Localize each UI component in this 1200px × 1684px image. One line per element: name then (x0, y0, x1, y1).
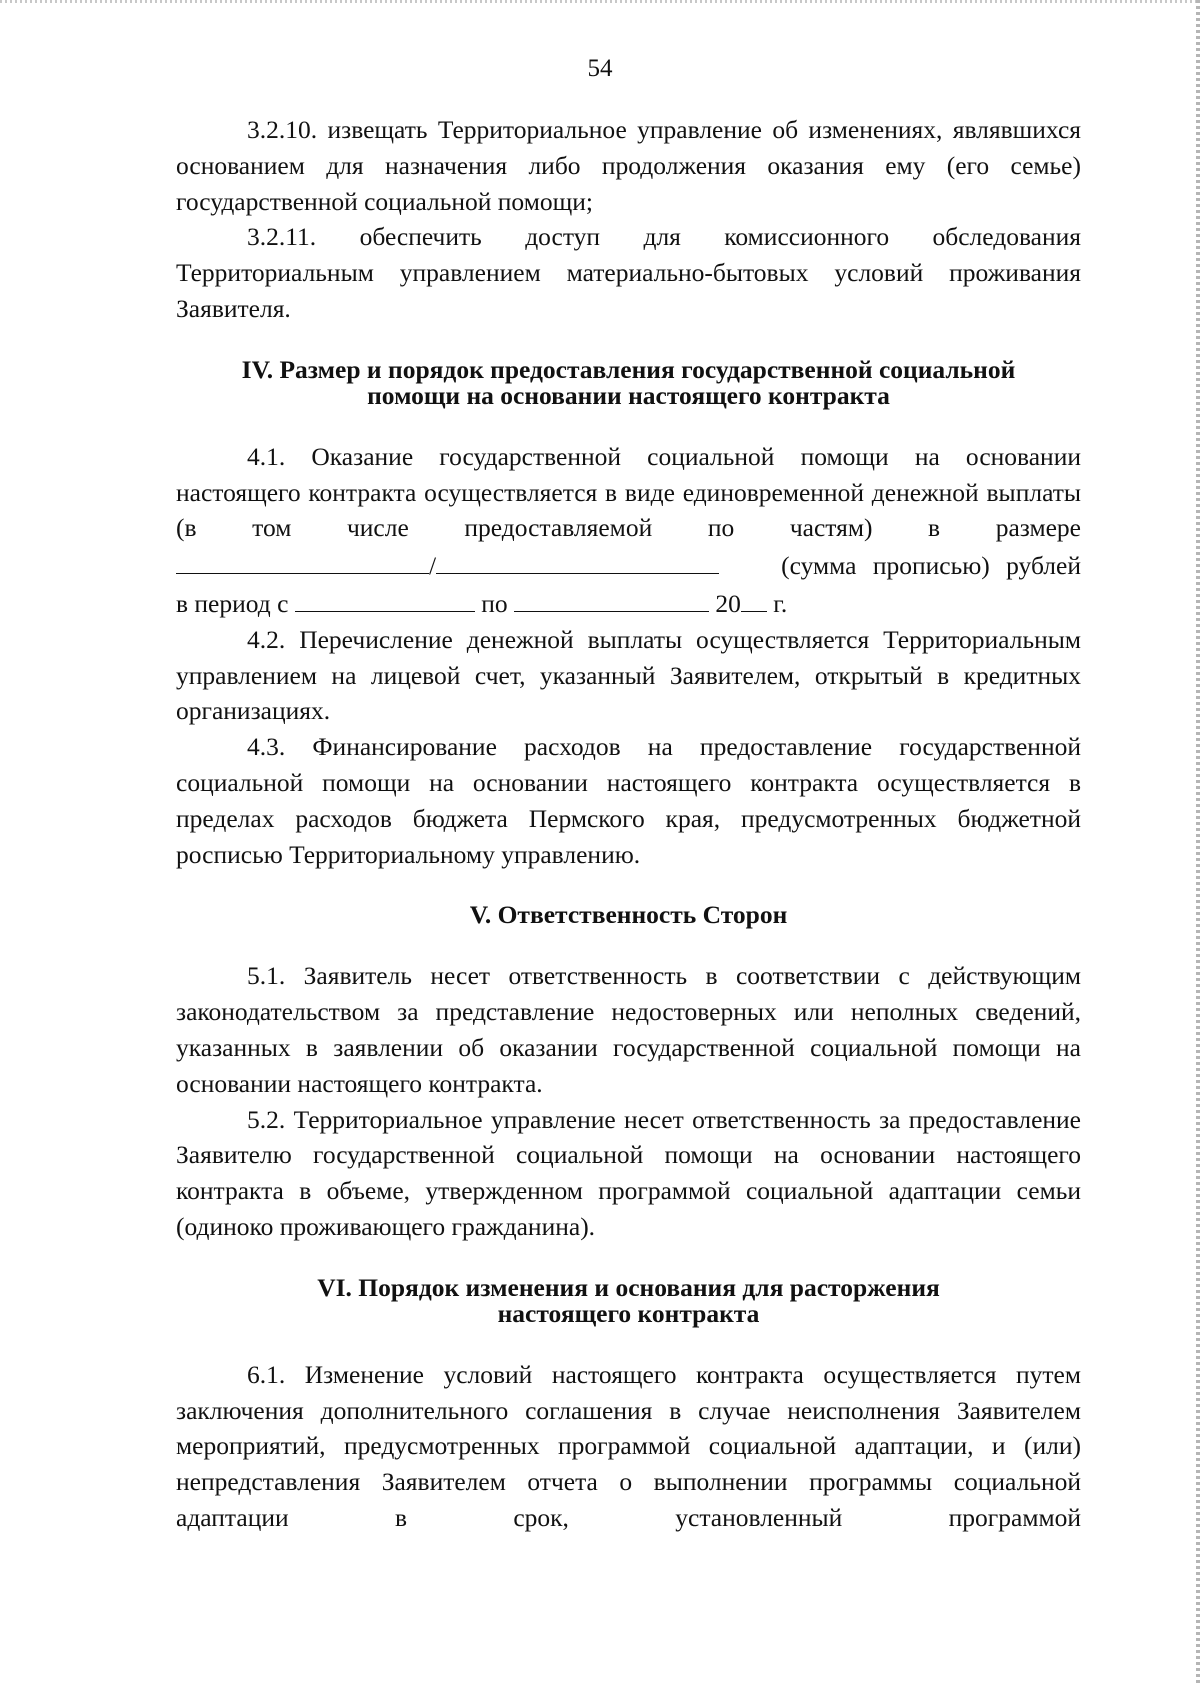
year-suffix: г. (773, 588, 788, 618)
clause-3-2-11: 3.2.11. обеспечить доступ для комиссионного обследования Территориальным управлением материально-бытовых условий проживания Заявителя. (176, 222, 1081, 323)
section-4-heading-line1: IV. Размер и порядок предоставления государственной социальной (241, 354, 1016, 384)
section-4-heading (176, 354, 1081, 410)
amount-digits-blank[interactable] (176, 546, 429, 574)
amount-slash: / (429, 551, 437, 581)
period-to-label: по (481, 588, 508, 618)
year-prefix: 20 (715, 588, 741, 618)
year-blank[interactable] (741, 584, 767, 612)
clause-5-1: 5.1. Заявитель несет ответственность в соответствии с действующим законодательством за представление недостоверных или неполных сведений, указанных в заявлении об оказании государственной социальной помощи на основании настоящего контракта. (176, 961, 1081, 1098)
section-5-heading: V. Ответственность Сторон (469, 900, 788, 930)
clause-6-1: 6.1. Изменение условий настоящего контракта осуществляется путем заключения дополнительного соглашения в случае неисполнения Заявителем мероприятий, предусмотренных программой социальной адаптации, и (или) непредставления Заявителем отчета о выполнении программы социальной адаптации в срок, установленный программой (176, 1359, 1081, 1532)
scan-edge-right (1196, 0, 1200, 1684)
clause-3-2-10: 3.2.10. извещать Территориальное управление об изменениях, являвшихся основанием для назначения либо продолжения оказания ему (его семье) государственной социальной помощи; (176, 115, 1081, 216)
period-from-blank[interactable] (295, 584, 475, 612)
period-to-blank[interactable] (514, 584, 709, 612)
period-from-label: в период с (176, 588, 289, 618)
clause-4-1 (176, 439, 1081, 622)
amount-words-label: (сумма прописью) рублей (781, 551, 1081, 581)
clause-5-2: 5.2. Территориальное управление несет ответственность за предоставление Заявителю государственной социальной помощи на основании настоящего контракта в объеме, утвержденном программой социальной адаптации семьи (одиноко проживающего гражданина). (176, 1104, 1081, 1241)
clause-4-1-text: 4.1. Оказание государственной социальной помощи на основании настоящего контракта осуществляется в виде единовременной денежной выплаты (в том числе предоставляемой по частям) в размере (176, 441, 1081, 543)
clause-4-2: 4.2. Перечисление денежной выплаты осуществляется Территориальным управлением на лицевой счет, указанный Заявителем, открытый в кредитных организациях. (176, 624, 1081, 726)
section-6-heading (176, 1272, 1081, 1328)
scan-edge-top (0, 0, 1200, 3)
document-body (176, 112, 1081, 1536)
page-number: 54 (587, 55, 613, 82)
clause-4-1-amount-line (176, 546, 1081, 584)
section-4-heading-line2: помощи на основании настоящего контракта (367, 380, 890, 410)
amount-words-blank[interactable] (436, 546, 719, 574)
section-6-heading-line1: VI. Порядок изменения и основания для расторжения (317, 1272, 940, 1302)
section-6-heading-line2: настоящего контракта (497, 1298, 760, 1328)
clause-4-3: 4.3. Финансирование расходов на предоставление государственной социальной помощи на основании настоящего контракта осуществляется в пределах расходов бюджета Пермского края, предусмотренных бюджетной росписью Территориальному управлению. (176, 732, 1081, 869)
clause-4-1-period-line (176, 584, 1081, 622)
